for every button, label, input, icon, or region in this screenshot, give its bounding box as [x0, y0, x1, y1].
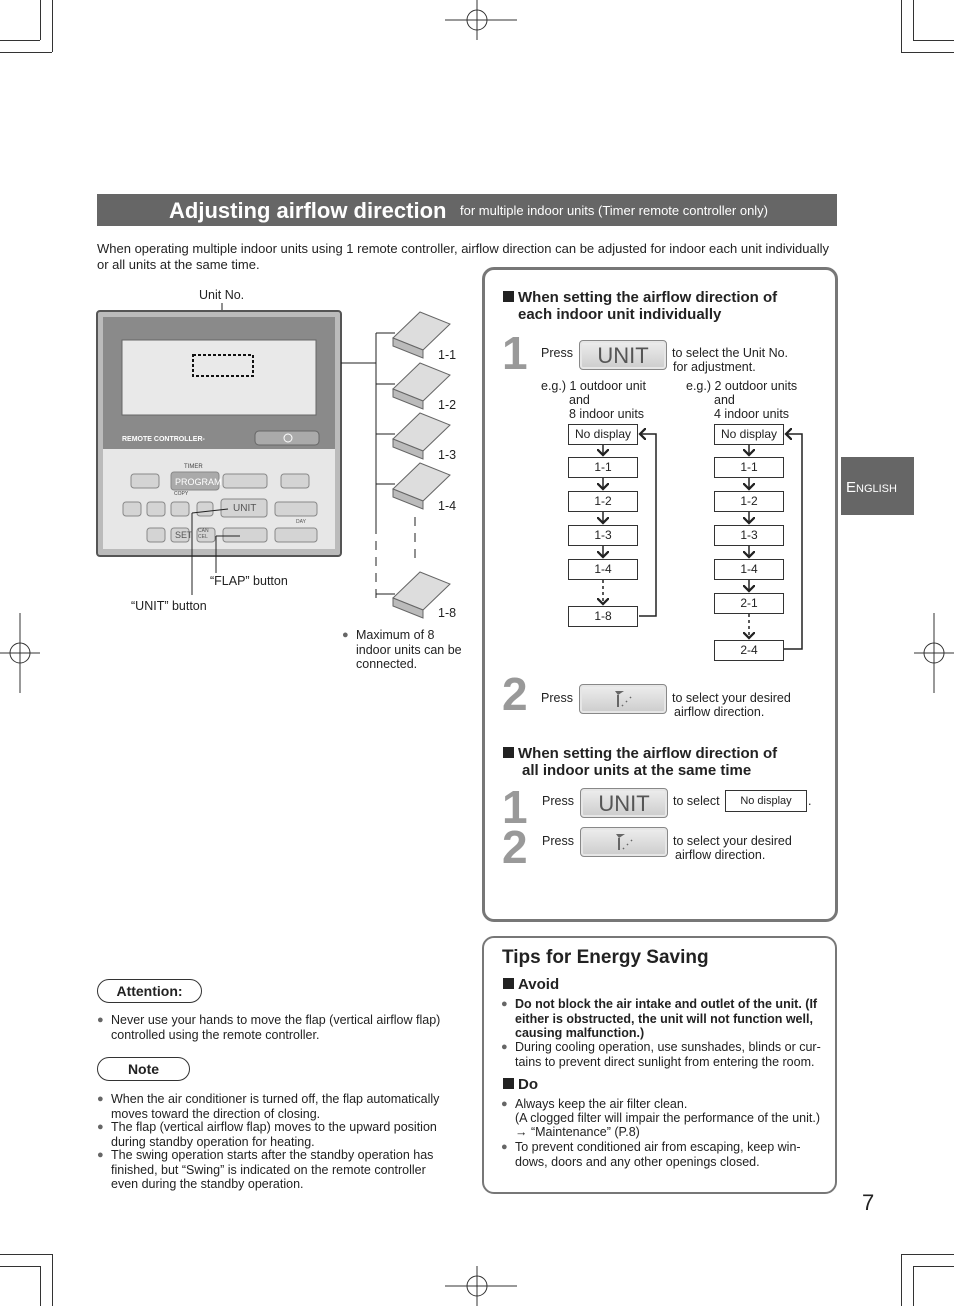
remote-set-button: SET [175, 530, 193, 540]
flow2-box: 1-2 [714, 491, 784, 512]
flow1-box: 1-3 [568, 525, 638, 546]
step1-instruction: to select [673, 794, 720, 808]
flow2-box: 1-4 [714, 559, 784, 580]
step2-instruction: to select your desired airflow direction. [672, 691, 791, 719]
max-units-note: ● Maximum of 8 indoor units can be connected. [356, 628, 466, 672]
flap-button[interactable] [579, 684, 667, 714]
page-title: Adjusting airflow direction [169, 198, 447, 223]
remote-day-label: DAY [296, 519, 306, 525]
note-item: ● The swing operation starts after the standby operation has finished, but “Swing” is indicated on the remote controller even during the standby operation. [111, 1148, 456, 1192]
flap-button-label: “FLAP” button [210, 574, 288, 588]
unit-button-label: “UNIT” button [131, 599, 207, 613]
unit-button[interactable] [580, 788, 668, 818]
square-bullet-icon [503, 978, 514, 989]
remote-program-button: PROGRAM [175, 477, 222, 487]
unit-no-label: Unit No. [199, 288, 245, 302]
flow1-box: 1-4 [568, 559, 638, 580]
remote-timer-label: TIMER [184, 464, 203, 470]
avoid-item: ● Do not block the air intake and outlet of the unit. (If either is obstructed, the unit will not function well, causing malfunction.) [515, 997, 830, 1041]
step1-instruction: to select the Unit No. for adjustment. [672, 346, 789, 374]
language-tab-label: English [846, 479, 897, 496]
remote-brand: REMOTE CONTROLLER- [122, 436, 205, 443]
indoor-label: 1-4 [438, 499, 457, 513]
flow1-box: 1-1 [568, 457, 638, 478]
avoid-heading: Avoid [503, 976, 559, 993]
indoor-label: 1-3 [438, 448, 457, 462]
flap-icon [613, 832, 637, 852]
attention-label: Attention: [97, 979, 202, 1003]
no-display-box: No display [725, 790, 807, 812]
flow2-box: 2-4 [714, 640, 784, 661]
title-bar [97, 194, 837, 226]
language-tab [841, 457, 914, 515]
do-item: ● To prevent conditioned air from escaping, keep win-dows, doors and any other openings closed. [515, 1140, 815, 1169]
do-heading: Do [503, 1076, 538, 1093]
flap-button[interactable] [580, 827, 668, 857]
note-item: ● When the air conditioner is turned off, the flap automatically moves toward the direction of closing. [111, 1092, 456, 1121]
page-subtitle: for multiple indoor units (Timer remote controller only) [460, 203, 769, 218]
flow2-box: 1-3 [714, 525, 784, 546]
step-number: 1 [502, 327, 528, 379]
flow1-box: No display [568, 424, 638, 445]
indoor-label: 1-1 [438, 348, 457, 362]
attention-item: ● Never use your hands to move the flap (vertical airflow flap) controlled using the remote controller. [111, 1013, 456, 1042]
step2-instruction: to select your desired airflow direction. [673, 834, 792, 862]
period: . [808, 794, 812, 808]
flow2-box: 1-1 [714, 457, 784, 478]
unit-button[interactable] [579, 340, 667, 370]
intro-text: When operating multiple indoor units using 1 remote controller, airflow direction can be adjusted for indoor each unit individually or all units at the same time. [97, 241, 830, 272]
avoid-item: ● During cooling operation, use sunshades, blinds or cur-tains to prevent direct sunlight from entering the room. [515, 1040, 831, 1069]
remote-cancel-button: CAN CEL [198, 528, 209, 540]
do-item-detail: (A clogged filter will impair the performance of the unit.) [515, 1111, 820, 1125]
remote-unit-button: UNIT [233, 503, 257, 514]
press-label: Press [542, 794, 574, 808]
press-label: Press [541, 691, 573, 705]
square-bullet-icon [503, 291, 514, 302]
flow2-box: No display [714, 424, 784, 445]
do-item-reference: → “Maintenance” (P.8) [515, 1125, 640, 1139]
example-2: e.g.) 2 outdoor units and 4 indoor units [686, 379, 798, 421]
flap-icon [612, 689, 636, 709]
indoor-label: 1-2 [438, 398, 457, 412]
square-bullet-icon [503, 1078, 514, 1089]
flow1-box: 1-8 [568, 606, 638, 627]
unit-button-label: UNIT [598, 791, 650, 816]
press-label: Press [542, 834, 574, 848]
flow2-box: 2-1 [714, 593, 784, 614]
example-1: e.g.) 1 outdoor unit and 8 indoor units [541, 379, 646, 421]
flow1-box: 1-2 [568, 491, 638, 512]
tips-title: Tips for Energy Saving [502, 947, 709, 968]
step-number: 1 [502, 781, 528, 833]
note-item: ● The flap (vertical airflow flap) moves to the upward position during standby operation for heating. [111, 1120, 456, 1149]
remote-copy-label: COPY [174, 491, 189, 497]
unit-button-label: UNIT [597, 343, 649, 368]
do-item: ● Always keep the air filter clean. [515, 1097, 830, 1112]
page-number: 7 [862, 1190, 875, 1215]
individual-heading: When setting the airflow direction of each indoor unit individually [503, 289, 777, 323]
note-label: Note [97, 1057, 190, 1081]
flow-arrows [560, 420, 810, 665]
indoor-label: 1-8 [438, 606, 457, 620]
step-number: 2 [502, 821, 528, 873]
square-bullet-icon [503, 747, 514, 758]
press-label: Press [541, 346, 573, 360]
step-number: 2 [502, 668, 528, 720]
all-units-heading: When setting the airflow direction of all indoor units at the same time [503, 745, 777, 779]
